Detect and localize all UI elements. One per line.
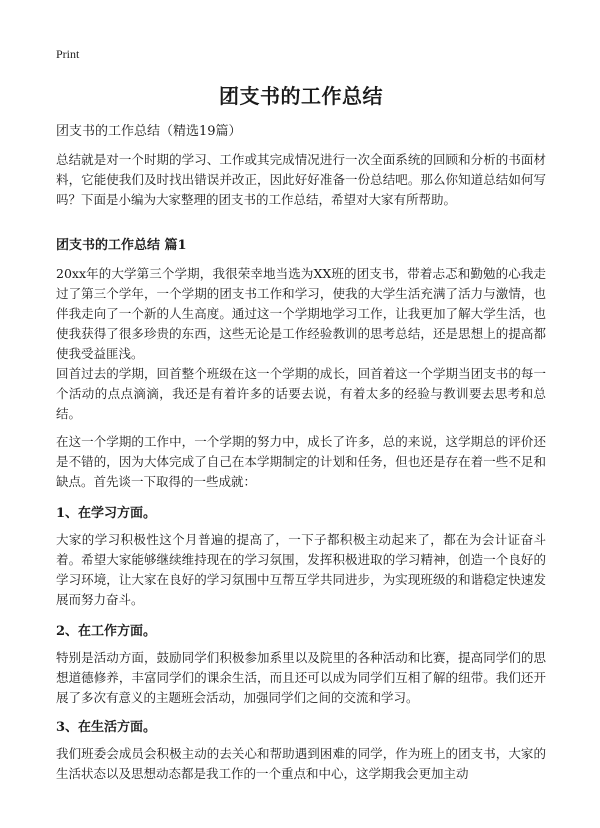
page-title: 团支书的工作总结 bbox=[219, 84, 383, 108]
intro-paragraph: 总结就是对一个时期的学习、工作或其完成情况进行一次全面系统的回顾和分析的书面材料，它能使我们及时找出错误并改正，因此好好准备一份总结吧。那么你知道总结如何写吗？下面是小编为大家整理的团支书的工作总结，希望对大家有所帮助。 bbox=[56, 152, 546, 207]
paragraph-study: 大家的学习积极性这个月普遍的提高了，一下子都积极主动起来了，都在为会计证奋斗着。希望大家能够继续维持现在的学习氛围，发挥积极进取的学习精神，创造一个良好的学习环境，让大家在良好的学习氛围中互帮互学共同进步，为实现班级的和谐稳定快速发展而努力奋斗。 bbox=[56, 532, 546, 607]
section-heading: 团支书的工作总结 篇1 bbox=[56, 238, 187, 253]
paragraph-2: 回首过去的学期，回首整个班级在这一个学期的成长，回首着这一个学期当团支书的每一个活动的点点滴滴，我还是有着许多的话要去说，有着太多的经验与教训要去思考和总结。 bbox=[56, 366, 546, 421]
subheading-study: 1、在学习方面。 bbox=[56, 506, 157, 521]
subheading-life: 3、在生活方面。 bbox=[56, 720, 157, 735]
paragraph-work: 特别是活动方面，鼓励同学们积极参加系里以及院里的各种活动和比赛，提高同学们的思想道德修养，丰富同学们的课余生活，而且还可以成为同学们互相了解的纽带。我们还开展了多次有意义的主题班会活动，加强同学们之间的交流和学习。 bbox=[56, 650, 546, 705]
paragraph-3: 在这一个学期的工作中，一个学期的努力中，成长了许多，总的来说，这学期总的评价还是不错的，因为大体完成了自己在本学期制定的计划和任务，但也还是存在着一些不足和缺点。首先谈一下取得的一些成就： bbox=[56, 434, 546, 489]
print-label: Print bbox=[56, 47, 80, 61]
paragraph-life: 我们班委会成员会积极主动的去关心和帮助遇到困难的同学，作为班上的团支书，大家的生活状态以及思想动态都是我工作的一个重点和中心，这学期我会更加主动 bbox=[56, 746, 546, 781]
paragraph-1: 20xx年的大学第三个学期，我很荣幸地当选为XX班的团支书，带着忐忑和勤勉的心我走过了第三个学年，一个学期的团支书工作和学习，使我的大学生活充满了活力与激情，也伴我走向了一个新的人生高度。通过这一个学期地学习工作，让我更加了解大学生活，也使我获得了很多珍贵的东西，这些无论是工作经验教训的思考总结，还是思想上的提高都使我受益匪浅。 bbox=[56, 266, 546, 361]
subheading-work: 2、在工作方面。 bbox=[56, 624, 157, 639]
document-subtitle: 团支书的工作总结（精选19篇） bbox=[56, 124, 242, 139]
